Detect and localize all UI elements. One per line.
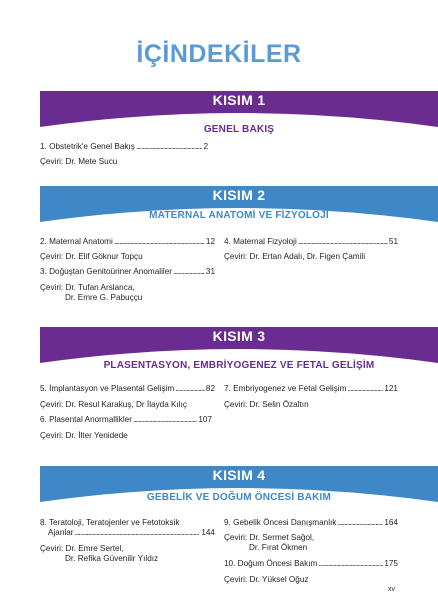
toc-entry-3-translator-cont: Dr. Emre G. Pabuççu [65, 293, 143, 302]
toc-entry-2-translator: Çeviri: Dr. Elif Göknur Topçu [40, 252, 143, 261]
toc-entry-page: 144 [201, 528, 215, 537]
toc-entry-9[interactable] [224, 518, 398, 529]
toc-entry-2[interactable] [40, 237, 215, 248]
part-2-label: KISIM 2 [212, 187, 266, 203]
toc-entry-9-translator-cont: Dr. Fırat Ökmen [249, 543, 308, 552]
toc-entry-page: 175 [384, 559, 398, 568]
part-1-label: KISIM 1 [212, 92, 266, 108]
toc-entry-4[interactable] [224, 237, 398, 248]
toc-entry-10-translator: Çeviri: Dr. Yüksel Oğuz [224, 575, 309, 584]
toc-entry-7-translator: Çeviri: Dr. Selin Özaltın [224, 400, 309, 409]
toc-entry-page: 31 [205, 267, 215, 276]
toc-entry-title: 2. Maternal Anatomi [40, 237, 113, 246]
toc-entry-4-translator: Çeviri: Dr. Ertan Adalı, Dr. Figen Çamili [224, 252, 366, 261]
toc-entry-page: 2 [203, 142, 208, 151]
toc-entry-8-cont[interactable] [48, 528, 215, 539]
toc-entry-5-translator: Çeviri: Dr. Resul Karakuş, Dr İlayda Kılıç [40, 400, 187, 409]
toc-entry-3[interactable] [40, 267, 215, 278]
toc-entry-1[interactable] [40, 142, 208, 153]
toc-entry-8[interactable]: 8. Teratoloji, Teratojenler ve Fetotoksik [40, 518, 180, 527]
toc-entry-7[interactable] [224, 384, 398, 395]
part-4-subtitle: GEBELİK VE DOĞUM ÖNCESİ BAKIM [146, 492, 332, 503]
toc-entry-8-translator: Çeviri: Dr. Emre Sertel, [40, 544, 124, 553]
toc-entry-title: 5. İmplantasyon ve Plasental Gelişim [40, 384, 175, 393]
toc-entry-6-translator: Çeviri: Dr. İlter Yenidede [40, 431, 128, 440]
part-1-subtitle: GENEL BAKIŞ [203, 124, 275, 135]
toc-entry-9-translator: Çeviri: Dr. Sermet Sağol, [224, 533, 315, 542]
toc-entry-title: 6. Plasental Anormallikler [40, 415, 132, 424]
toc-entry-title: Ajanlar [48, 528, 74, 537]
part-4-band [40, 466, 438, 516]
part-3-label: KISIM 3 [212, 328, 266, 344]
toc-entry-10[interactable] [224, 559, 398, 570]
toc-entry-8-translator-cont: Dr. Refika Güvenilir Yıldız [65, 554, 159, 563]
toc-entry-page: 121 [384, 384, 398, 393]
toc-entry-title: 3. Doğuştan Genitoüriner Anomaliler [40, 267, 172, 276]
toc-entry-6[interactable] [40, 415, 212, 426]
toc-entry-title: 9. Gebelik Öncesi Danışmanlık [224, 518, 337, 527]
toc-entry-title: 10. Doğum Öncesi Bakım [224, 559, 318, 568]
toc-entry-title: 7. Embriyogenez ve Fetal Gelişim [224, 384, 347, 393]
part-3-subtitle: PLASENTASYON, EMBRİYOGENEZ VE FETAL GELİŞİM [103, 360, 375, 371]
toc-entry-title: 4. Maternal Fizyoloji [224, 237, 297, 246]
toc-entry-page: 51 [388, 237, 398, 246]
part-2-subtitle: MATERNAL ANATOMİ VE FİZYOLOJİ [149, 210, 329, 221]
part-4-label: KISIM 4 [212, 467, 266, 483]
page-title: İÇİNDEKİLER [136, 40, 302, 68]
page-number: xv [388, 586, 395, 593]
toc-entry-1-translator: Çeviri: Dr. Mete Sucu [40, 157, 118, 166]
toc-entry-page: 164 [384, 518, 398, 527]
toc-entry-page: 12 [205, 237, 215, 246]
toc-entry-5[interactable] [40, 384, 215, 395]
toc-entry-page: 107 [198, 415, 212, 424]
toc-entry-title: 1. Obstetrik'e Genel Bakış [40, 142, 135, 151]
toc-entry-page: 82 [205, 384, 215, 393]
toc-entry-3-translator: Çeviri: Dr. Tufan Arslanca, [40, 283, 135, 292]
